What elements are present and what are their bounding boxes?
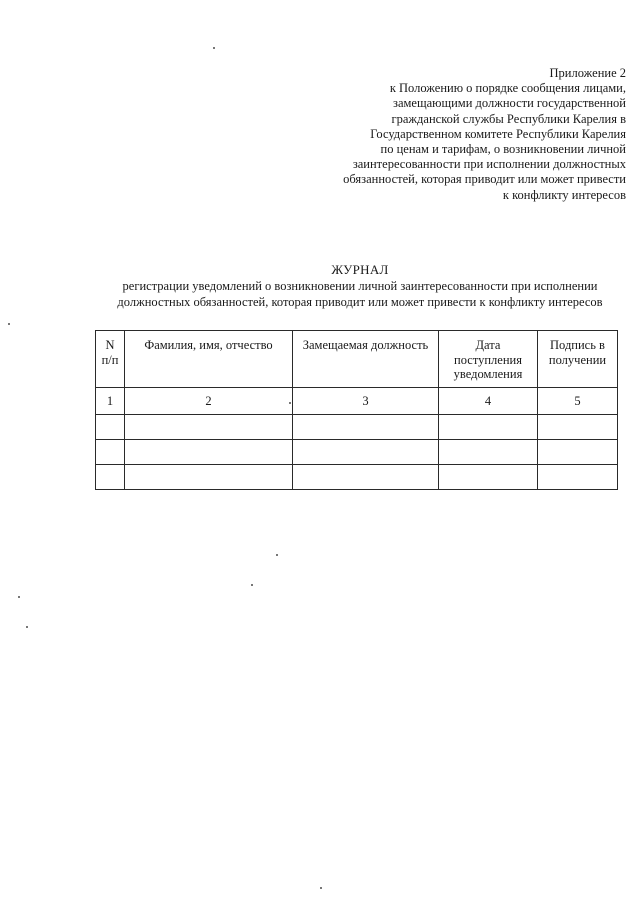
table-row [96,465,618,490]
column-number-cell: 4 [439,388,538,415]
column-number-cell: 3 [293,388,439,415]
column-number-cell: 5 [538,388,618,415]
table-cell [439,465,538,490]
appendix-line: к Положению о порядке сообщения лицами, [389,81,626,96]
column-number-cell: 2 [125,388,293,415]
scan-speck [26,626,28,628]
table-cell [96,415,125,440]
appendix-block [306,66,626,203]
journal-subtitle [0,279,640,310]
appendix-line: замещающими должности государственной [393,96,626,111]
header-cell-number: N п/п [96,331,125,388]
scan-speck [8,323,10,325]
appendix-line: к конфликту интересов [502,187,626,202]
table-cell [293,440,439,465]
table-cell [125,465,293,490]
table-cell [293,415,439,440]
appendix-line: обязанностей, которая приводит или может привести [343,172,626,187]
table-cell [96,440,125,465]
scan-speck [289,402,291,404]
table-cell [439,440,538,465]
journal-title: ЖУРНАЛ [331,262,389,277]
table-cell [538,415,618,440]
header-cell-date: Дата поступления уведомления [439,331,538,388]
table-cell [96,465,125,490]
scan-speck [276,554,278,556]
appendix-line: Приложение 2 [549,66,626,80]
journal-subtitle-line: должностных обязанностей, которая приводит или может привести к конфликту интересов [117,294,603,309]
table-cell [125,415,293,440]
column-number-row [96,388,618,415]
table-cell [439,415,538,440]
scan-speck [251,584,253,586]
table-cell [538,465,618,490]
header-cell-signature: Подпись в получении [538,331,618,388]
appendix-line: по ценам и тарифам, о возникновении личной [380,142,626,157]
appendix-line: заинтересованности при исполнении должностных [352,157,626,172]
table-row [96,440,618,465]
table-cell [125,440,293,465]
column-number-cell: 1 [96,388,125,415]
appendix-line: гражданской службы Республики Карелия в [391,111,626,126]
table-cell [293,465,439,490]
scan-speck [320,887,322,889]
journal-subtitle-line: регистрации уведомлений о возникновении личной заинтересованности при исполнении [122,279,598,293]
appendix-line: Государственном комитете Республики Карелия [370,126,626,141]
header-cell-full-name: Фамилия, имя, отчество [125,331,293,388]
header-cell-position: Замещаемая должность [293,331,439,388]
table-row [96,415,618,440]
scan-speck [213,47,215,49]
table-cell [538,440,618,465]
header-row [96,331,618,388]
journal-table [95,330,618,490]
scan-speck [18,596,20,598]
